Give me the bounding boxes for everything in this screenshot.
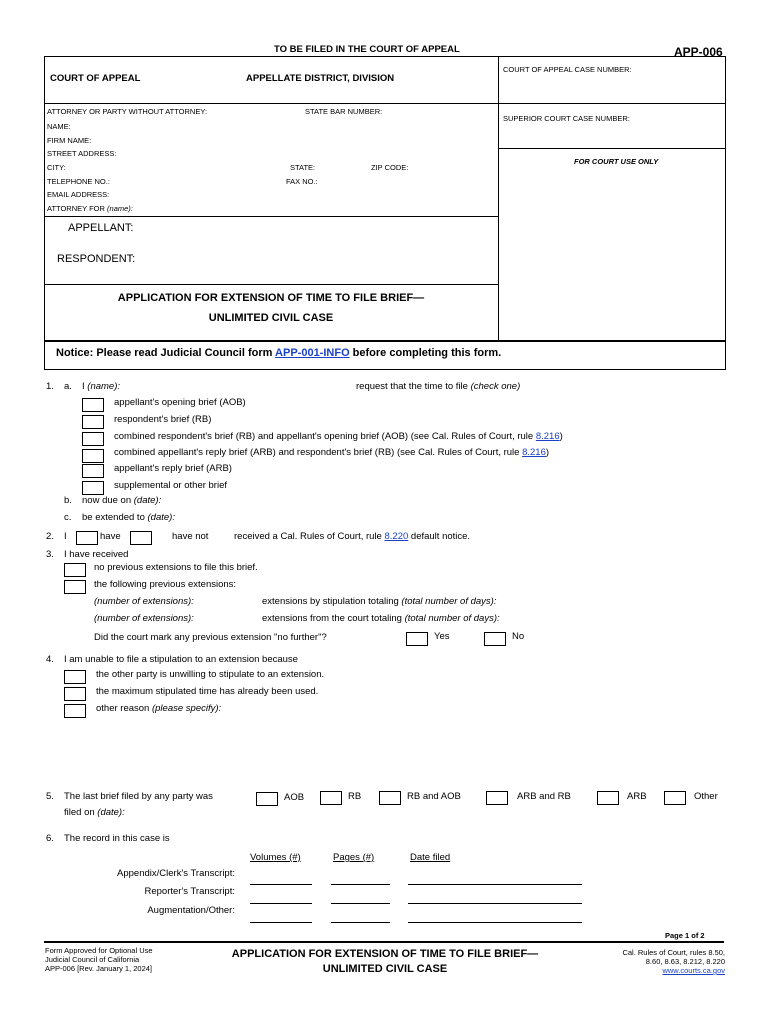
- col-pages: Pages (#): [333, 852, 375, 863]
- no-previous-checkbox[interactable]: [64, 563, 86, 577]
- have-label: have: [100, 531, 121, 542]
- max-time-checkbox[interactable]: [64, 687, 86, 701]
- appendix-volumes-field[interactable]: [250, 884, 312, 885]
- last-other-checkbox[interactable]: [664, 791, 686, 805]
- form-number: APP-006: [674, 45, 723, 59]
- superior-case-number-label: SUPERIOR COURT CASE NUMBER:: [503, 114, 630, 123]
- last-other-label: Other: [694, 791, 718, 802]
- respondent-label: RESPONDENT:: [57, 253, 136, 265]
- email-label: EMAIL ADDRESS:: [47, 190, 110, 199]
- num-extensions-label-2: (number of extensions):: [94, 613, 194, 624]
- supplemental-checkbox[interactable]: [82, 481, 104, 495]
- item1-name-label: I (name):: [82, 381, 121, 392]
- item4-label: I am unable to file a stipulation to an extension because: [64, 654, 298, 665]
- rules-block: Cal. Rules of Court, rules 8.50, 8.60, 8.63, 8.212, 8.220 www.courts.ca.gov: [560, 948, 725, 975]
- arb-option-label: appellant's reply brief (ARB): [114, 463, 232, 474]
- augmentation-date-field[interactable]: [408, 922, 582, 923]
- augmentation-pages-field[interactable]: [331, 922, 390, 923]
- last-aob-checkbox[interactable]: [256, 792, 278, 806]
- num-extensions-label-1: (number of extensions):: [94, 596, 194, 607]
- have-not-checkbox[interactable]: [130, 531, 152, 545]
- telephone-label: TELEPHONE NO.:: [47, 177, 110, 186]
- item2-i: I: [64, 531, 67, 542]
- attorney-for-label: ATTORNEY FOR (name):: [47, 204, 133, 213]
- reporter-date-field[interactable]: [408, 903, 582, 904]
- notice-text: Notice: Please read Judicial Council form APP-001-INFO before completing this form.: [56, 347, 502, 359]
- state-label: STATE:: [290, 163, 316, 172]
- aob-checkbox[interactable]: [82, 398, 104, 412]
- rb-aob-option-label: combined respondent's brief (RB) and appellant's opening brief (AOB) (see Cal. Rules of Court, rule 8.216): [114, 431, 563, 442]
- firm-name-label: FIRM NAME:: [47, 136, 92, 145]
- rb-checkbox[interactable]: [82, 415, 104, 429]
- item1-c: c.: [64, 512, 72, 523]
- last-arb-rb-label: ARB and RB: [517, 791, 571, 802]
- court-use-label: FOR COURT USE ONLY: [574, 157, 659, 166]
- unwilling-label: the other party is unwilling to stipulate to an extension.: [96, 669, 325, 680]
- last-arb-rb-checkbox[interactable]: [486, 791, 508, 805]
- rule-8216-link-2[interactable]: 8.216: [522, 447, 546, 458]
- reporter-volumes-field[interactable]: [250, 903, 312, 904]
- zip-label: ZIP CODE:: [371, 163, 409, 172]
- unwilling-checkbox[interactable]: [64, 670, 86, 684]
- footer-title-line2: UNLIMITED CIVIL CASE: [322, 963, 448, 975]
- city-label: CITY:: [47, 163, 66, 172]
- item4-number: 4.: [46, 654, 54, 665]
- item6-label: The record in this case is: [64, 833, 170, 844]
- street-address-label: STREET ADDRESS:: [47, 149, 117, 158]
- last-rb-checkbox[interactable]: [320, 791, 342, 805]
- footer-title-line1: APPLICATION FOR EXTENSION OF TIME TO FILE BRIEF—: [231, 948, 539, 960]
- no-previous-label: no previous extensions to file this brief.: [94, 562, 258, 573]
- item1-a: a.: [64, 381, 72, 392]
- no-further-yes-checkbox[interactable]: [406, 632, 428, 646]
- coa-case-number-label: COURT OF APPEAL CASE NUMBER:: [503, 65, 632, 74]
- last-aob-label: AOB: [284, 792, 305, 803]
- item3-label: I have received: [64, 549, 129, 560]
- arb-rb-option-label: combined appellant's reply brief (ARB) and respondent's brief (RB) (see Cal. Rules of Court, rule 8.216): [114, 447, 550, 458]
- no-further-question: Did the court mark any previous extension "no further"?: [94, 632, 327, 643]
- fax-label: FAX NO.:: [286, 177, 318, 186]
- appellant-label: APPELLANT:: [68, 222, 134, 234]
- previous-extensions-label: the following previous extensions:: [94, 579, 237, 590]
- col-date-filed: Date filed: [410, 852, 451, 863]
- other-reason-checkbox[interactable]: [64, 704, 86, 718]
- no-further-no-checkbox[interactable]: [484, 632, 506, 646]
- approval-block: Form Approved for Optional Use Judicial Council of California APP-006 [Rev. January 1, 2024]: [45, 946, 153, 973]
- augmentation-volumes-field[interactable]: [250, 922, 312, 923]
- last-arb-label: ARB: [627, 791, 647, 802]
- stipulation-label: extensions by stipulation totaling (total number of days):: [262, 596, 497, 607]
- previous-extensions-checkbox[interactable]: [64, 580, 86, 594]
- max-time-label: the maximum stipulated time has already been used.: [96, 686, 319, 697]
- rb-option-label: respondent's brief (RB): [114, 414, 212, 425]
- have-checkbox[interactable]: [76, 531, 98, 545]
- supplemental-option-label: supplemental or other brief: [114, 480, 228, 491]
- filed-on-label: filed on (date):: [64, 807, 125, 818]
- other-reason-label: other reason (please specify):: [96, 703, 222, 714]
- page-number: Page 1 of 2: [665, 931, 705, 940]
- rb-aob-checkbox[interactable]: [82, 432, 104, 446]
- rule-8216-link[interactable]: 8.216: [535, 431, 560, 442]
- augmentation-row-label: Augmentation/Other:: [147, 905, 235, 916]
- arb-checkbox[interactable]: [82, 464, 104, 478]
- reporter-pages-field[interactable]: [331, 903, 390, 904]
- item2-number: 2.: [46, 531, 54, 542]
- item5-number: 5.: [46, 791, 54, 802]
- reporter-row-label: Reporter's Transcript:: [144, 886, 235, 897]
- have-not-label: have not: [172, 531, 209, 542]
- last-rb-aob-label: RB and AOB: [407, 791, 461, 802]
- footer-rule: [44, 941, 724, 943]
- filed-in-heading: TO BE FILED IN THE COURT OF APPEAL: [274, 44, 460, 55]
- item1-number: 1.: [46, 381, 54, 392]
- district-label: APPELLATE DISTRICT, DIVISION: [246, 73, 395, 84]
- last-rb-aob-checkbox[interactable]: [379, 791, 401, 805]
- courts-website-link[interactable]: www.courts.ca.gov: [662, 966, 725, 975]
- attorney-title: ATTORNEY OR PARTY WITHOUT ATTORNEY:: [47, 107, 208, 116]
- form-title-line2: UNLIMITED CIVIL CASE: [208, 312, 334, 324]
- default-notice-label: received a Cal. Rules of Court, rule 8.220 default notice.: [234, 531, 471, 542]
- no-label: No: [512, 631, 525, 642]
- court-label: COURT OF APPEAL: [50, 73, 141, 84]
- appendix-row-label: Appendix/Clerk's Transcript:: [117, 868, 235, 879]
- item6-number: 6.: [46, 833, 54, 844]
- state-bar-label: STATE BAR NUMBER:: [305, 107, 383, 116]
- name-label: NAME:: [47, 122, 71, 131]
- aob-option-label: appellant's opening brief (AOB): [114, 397, 246, 408]
- app-001-info-link[interactable]: APP-001-INFO: [275, 347, 350, 359]
- item1-request-label: request that the time to file (check one): [356, 381, 521, 392]
- now-due-label: now due on (date):: [82, 495, 162, 506]
- last-arb-checkbox[interactable]: [597, 791, 619, 805]
- item1-b: b.: [64, 495, 72, 506]
- col-volumes: Volumes (#): [250, 852, 301, 863]
- arb-rb-checkbox[interactable]: [82, 449, 104, 463]
- yes-label: Yes: [434, 631, 450, 642]
- item3-number: 3.: [46, 549, 54, 560]
- form-title-line1: APPLICATION FOR EXTENSION OF TIME TO FILE BRIEF—: [117, 292, 425, 304]
- rule-8220-link[interactable]: 8.220: [384, 531, 409, 542]
- appendix-date-field[interactable]: [408, 884, 582, 885]
- last-rb-label: RB: [348, 791, 362, 802]
- appendix-pages-field[interactable]: [331, 884, 390, 885]
- item5-label: The last brief filed by any party was: [64, 791, 213, 802]
- court-totaling-label: extensions from the court totaling (total number of days):: [262, 613, 500, 624]
- extended-to-label: be extended to (date):: [82, 512, 175, 523]
